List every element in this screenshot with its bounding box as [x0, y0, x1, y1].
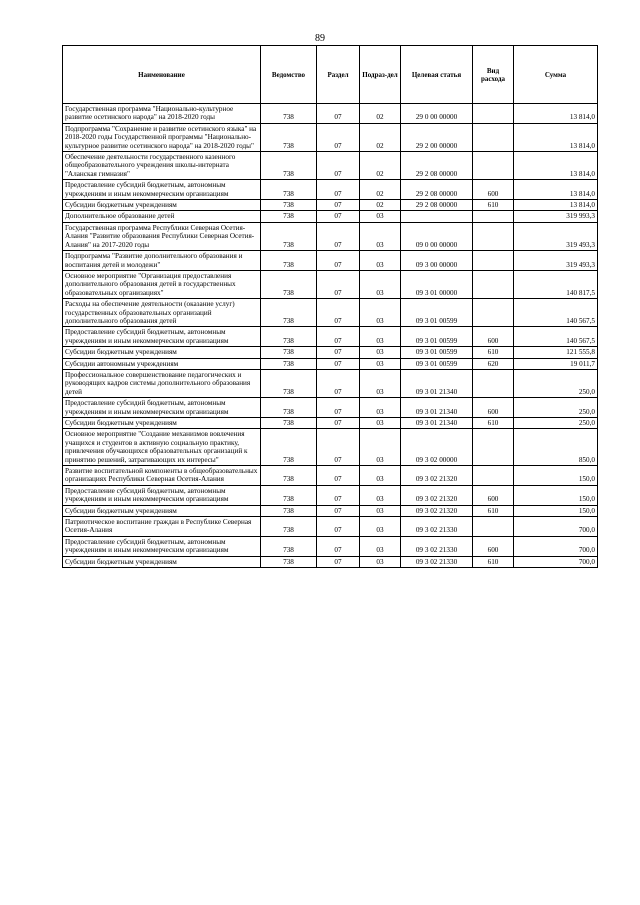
row-department: 738 [261, 556, 317, 567]
row-article: 09 3 02 21330 [401, 517, 473, 537]
table-row [63, 505, 598, 516]
row-subsection: 03 [360, 429, 401, 466]
table-row [63, 299, 598, 327]
header-subsection: Подраз-дел [360, 46, 401, 104]
row-department: 738 [261, 211, 317, 222]
row-expense-type: 610 [473, 200, 514, 211]
row-subsection: 03 [360, 466, 401, 486]
row-article: 09 3 00 00000 [401, 251, 473, 271]
row-department: 738 [261, 466, 317, 486]
row-sum: 140 567,5 [514, 299, 598, 327]
row-article: 09 3 02 21320 [401, 505, 473, 516]
row-name: Предоставление субсидий бюджетным, автономным учреждениям и иным некоммерческим организациям [63, 536, 261, 556]
row-subsection: 03 [360, 251, 401, 271]
row-name: Субсидии автономным учреждениям [63, 358, 261, 369]
row-sum: 13 814,0 [514, 123, 598, 151]
row-sum: 250,0 [514, 398, 598, 418]
row-subsection: 03 [360, 485, 401, 505]
header-article: Целевая статья [401, 46, 473, 104]
row-article: 09 3 02 00000 [401, 429, 473, 466]
row-section: 07 [317, 485, 360, 505]
row-article [401, 211, 473, 222]
table-row [63, 517, 598, 537]
row-section: 07 [317, 466, 360, 486]
row-subsection: 03 [360, 505, 401, 516]
row-section: 07 [317, 211, 360, 222]
table-row [63, 211, 598, 222]
row-department: 738 [261, 485, 317, 505]
header-sum: Сумма [514, 46, 598, 104]
row-name: Государственная программа "Национально-культурное развитие осетинского народа" на 2018-2020 годы [63, 104, 261, 124]
row-expense-type [473, 104, 514, 124]
row-section: 07 [317, 152, 360, 180]
row-article: 09 3 01 21340 [401, 418, 473, 429]
row-department: 738 [261, 347, 317, 358]
row-article: 09 3 02 21330 [401, 536, 473, 556]
row-expense-type: 600 [473, 536, 514, 556]
row-name: Патриотическое воспитание граждан в Республике Северная Осетия-Алания [63, 517, 261, 537]
row-sum: 700,0 [514, 556, 598, 567]
row-article: 09 3 01 00599 [401, 358, 473, 369]
row-expense-type: 610 [473, 418, 514, 429]
row-subsection: 03 [360, 369, 401, 397]
row-expense-type [473, 466, 514, 486]
row-section: 07 [317, 270, 360, 298]
row-name: Субсидии бюджетным учреждениям [63, 418, 261, 429]
row-expense-type: 600 [473, 398, 514, 418]
table-row [63, 536, 598, 556]
row-sum: 250,0 [514, 418, 598, 429]
row-sum: 13 814,0 [514, 104, 598, 124]
header-section: Раздел [317, 46, 360, 104]
table-row [63, 152, 598, 180]
row-subsection: 03 [360, 398, 401, 418]
row-expense-type [473, 270, 514, 298]
row-subsection: 03 [360, 358, 401, 369]
row-article: 29 2 08 00000 [401, 180, 473, 200]
row-name: Предоставление субсидий бюджетным, автономным учреждениям и иным некоммерческим организациям [63, 327, 261, 347]
row-subsection: 03 [360, 556, 401, 567]
row-name: Субсидии бюджетным учреждениям [63, 505, 261, 516]
row-name: Развитие воспитательной компоненты в общеобразовательных организациях Республики Северная Осетия-Алания [63, 466, 261, 486]
row-section: 07 [317, 369, 360, 397]
row-expense-type: 610 [473, 505, 514, 516]
row-sum: 319 993,3 [514, 211, 598, 222]
row-subsection: 02 [360, 200, 401, 211]
row-department: 738 [261, 270, 317, 298]
row-sum: 150,0 [514, 505, 598, 516]
row-sum: 150,0 [514, 466, 598, 486]
row-sum: 121 555,8 [514, 347, 598, 358]
row-expense-type: 610 [473, 347, 514, 358]
row-subsection: 03 [360, 299, 401, 327]
row-sum: 250,0 [514, 369, 598, 397]
table-row [63, 251, 598, 271]
row-subsection: 03 [360, 517, 401, 537]
row-sum: 850,0 [514, 429, 598, 466]
row-sum: 13 814,0 [514, 152, 598, 180]
row-article: 29 2 00 00000 [401, 123, 473, 151]
row-sum: 700,0 [514, 517, 598, 537]
row-department: 738 [261, 299, 317, 327]
row-article: 29 2 08 00000 [401, 200, 473, 211]
row-article: 09 3 01 00000 [401, 270, 473, 298]
row-section: 07 [317, 222, 360, 250]
row-sum: 700,0 [514, 536, 598, 556]
row-section: 07 [317, 398, 360, 418]
row-article: 29 0 00 00000 [401, 104, 473, 124]
row-section: 07 [317, 556, 360, 567]
row-sum: 13 814,0 [514, 180, 598, 200]
row-name: Обеспечение деятельности государственного казенного общеобразовательного учреждения школы-интерната "Аланская гимназия" [63, 152, 261, 180]
row-expense-type [473, 517, 514, 537]
table-row [63, 556, 598, 567]
row-department: 738 [261, 398, 317, 418]
row-sum: 150,0 [514, 485, 598, 505]
table-row [63, 327, 598, 347]
budget-table [62, 45, 598, 568]
row-sum: 140 567,5 [514, 327, 598, 347]
row-article: 09 3 01 00599 [401, 299, 473, 327]
page-number: 89 [315, 33, 325, 44]
row-section: 07 [317, 251, 360, 271]
row-subsection: 02 [360, 123, 401, 151]
row-section: 07 [317, 299, 360, 327]
row-section: 07 [317, 358, 360, 369]
row-section: 07 [317, 429, 360, 466]
header-expense-type: Вид расхода [473, 46, 514, 104]
table-header [63, 46, 598, 104]
table-row [63, 358, 598, 369]
row-subsection: 03 [360, 536, 401, 556]
table-row [63, 398, 598, 418]
row-name: Субсидии бюджетным учреждениям [63, 200, 261, 211]
row-expense-type [473, 152, 514, 180]
row-expense-type [473, 299, 514, 327]
table-row [63, 270, 598, 298]
row-article: 09 3 02 21320 [401, 485, 473, 505]
table-row [63, 222, 598, 250]
table-row [63, 429, 598, 466]
row-section: 07 [317, 327, 360, 347]
table-row [63, 369, 598, 397]
row-section: 07 [317, 536, 360, 556]
row-department: 738 [261, 180, 317, 200]
row-expense-type: 600 [473, 180, 514, 200]
row-sum: 319 493,3 [514, 251, 598, 271]
row-name: Предоставление субсидий бюджетным, автономным учреждениям и иным некоммерческим организациям [63, 485, 261, 505]
row-section: 07 [317, 104, 360, 124]
row-expense-type: 620 [473, 358, 514, 369]
row-article: 09 3 01 00599 [401, 327, 473, 347]
row-name: Подпрограмма "Развитие дополнительного образования и воспитания детей и молодежи" [63, 251, 261, 271]
row-name: Расходы на обеспечение деятельности (оказание услуг) государственных образовательных организаций дополнительного образования детей [63, 299, 261, 327]
row-subsection: 03 [360, 270, 401, 298]
row-expense-type [473, 123, 514, 151]
row-section: 07 [317, 347, 360, 358]
row-subsection: 03 [360, 418, 401, 429]
row-department: 738 [261, 200, 317, 211]
row-article: 29 2 08 00000 [401, 152, 473, 180]
row-subsection: 02 [360, 152, 401, 180]
row-name: Дополнительное образование детей [63, 211, 261, 222]
row-department: 738 [261, 358, 317, 369]
row-name: Предоставление субсидий бюджетным, автономным учреждениям и иным некоммерческим организациям [63, 180, 261, 200]
row-expense-type [473, 369, 514, 397]
table-row [63, 200, 598, 211]
row-subsection: 03 [360, 222, 401, 250]
row-expense-type: 610 [473, 556, 514, 567]
row-section: 07 [317, 517, 360, 537]
row-department: 738 [261, 152, 317, 180]
row-department: 738 [261, 222, 317, 250]
row-department: 738 [261, 517, 317, 537]
row-subsection: 03 [360, 327, 401, 347]
row-article: 09 3 02 21320 [401, 466, 473, 486]
row-section: 07 [317, 200, 360, 211]
table-body [63, 104, 598, 568]
table-row [63, 180, 598, 200]
row-sum: 140 817,5 [514, 270, 598, 298]
row-article: 09 0 00 00000 [401, 222, 473, 250]
row-expense-type [473, 222, 514, 250]
row-subsection: 02 [360, 180, 401, 200]
row-subsection: 02 [360, 104, 401, 124]
row-department: 738 [261, 369, 317, 397]
table-row [63, 485, 598, 505]
row-department: 738 [261, 327, 317, 347]
row-name: Профессиональное совершенствование педагогических и руководящих кадров системы дополнительного образования детей [63, 369, 261, 397]
row-expense-type [473, 251, 514, 271]
table-row [63, 418, 598, 429]
row-expense-type [473, 211, 514, 222]
row-name: Предоставление субсидий бюджетным, автономным учреждениям и иным некоммерческим организациям [63, 398, 261, 418]
row-section: 07 [317, 505, 360, 516]
row-department: 738 [261, 104, 317, 124]
row-department: 738 [261, 251, 317, 271]
row-sum: 13 814,0 [514, 200, 598, 211]
row-expense-type [473, 429, 514, 466]
row-name: Основное мероприятие "Организация предоставления дополнительного образования детей в государственных образовательных организациях" [63, 270, 261, 298]
header-department: Ведомство [261, 46, 317, 104]
row-name: Государственная программа Республики Северная Осетия-Алания "Развитие образования Республики Северная Осетия-Алания" на 2017-2020 годы [63, 222, 261, 250]
row-expense-type: 600 [473, 485, 514, 505]
row-name: Подпрограмма "Сохранение и развитие осетинского языка" на 2018-2020 годы Государственной программы "Национально-культурное развитие осетинского народа" на 2018-2020 годы" [63, 123, 261, 151]
table-row [63, 104, 598, 124]
row-article: 09 3 01 21340 [401, 369, 473, 397]
row-department: 738 [261, 429, 317, 466]
row-sum: 19 011,7 [514, 358, 598, 369]
table-row [63, 466, 598, 486]
header-name: Наименование [63, 46, 261, 104]
row-sum: 319 493,3 [514, 222, 598, 250]
row-department: 738 [261, 505, 317, 516]
row-subsection: 03 [360, 211, 401, 222]
row-article: 09 3 01 00599 [401, 347, 473, 358]
row-expense-type: 600 [473, 327, 514, 347]
row-article: 09 3 02 21330 [401, 556, 473, 567]
row-section: 07 [317, 123, 360, 151]
row-section: 07 [317, 418, 360, 429]
row-section: 07 [317, 180, 360, 200]
row-name: Основное мероприятие "Создание механизмов вовлечения учащихся и студентов в активную социальную практику, привлечения обучающихся образовательных организаций к принятию решений, затрагивающих их интересы" [63, 429, 261, 466]
row-article: 09 3 01 21340 [401, 398, 473, 418]
table-row [63, 347, 598, 358]
table-row [63, 123, 598, 151]
row-name: Субсидии бюджетным учреждениям [63, 556, 261, 567]
row-subsection: 03 [360, 347, 401, 358]
row-department: 738 [261, 123, 317, 151]
row-department: 738 [261, 418, 317, 429]
row-department: 738 [261, 536, 317, 556]
row-name: Субсидии бюджетным учреждениям [63, 347, 261, 358]
